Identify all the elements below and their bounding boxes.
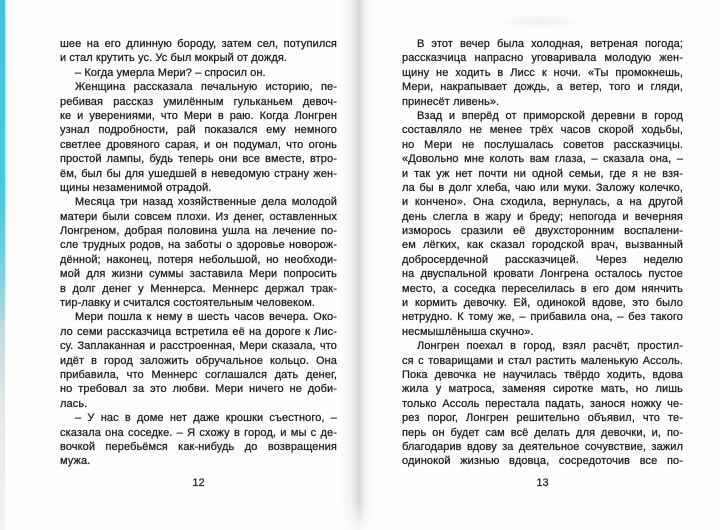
text-line: в долг денег у Меннерса. Меннерс держал трак-	[60, 282, 337, 295]
text-line: В этот вечер была холодная, ветреная погода;	[417, 38, 683, 50]
text-line: вочкой перебьёмся как-нибудь до возвращения	[60, 440, 337, 453]
text-line: матери были совсем плохи. Из денег, оставленных	[60, 210, 337, 223]
page-gutter-shadow	[340, 0, 376, 530]
text-line: добросердечной рассказчицей. Через неделю	[402, 253, 683, 266]
text-line: ем лёгких, как сказал городской врач, вызванный	[402, 239, 683, 252]
text-line: ке и уверениями, что Мери в раю. Когда Лонгрен	[60, 109, 337, 122]
text-line: день слегла в жару и бреду; непогода и вечерняя	[402, 210, 683, 223]
text-line: и стал крутить ус. Ус был мокрый от дождя.	[60, 52, 288, 65]
text-line: су. Заплаканная и расстроенная, Мери сказала, что	[60, 340, 337, 353]
text-line: на двуспальной кровати Лонгрена осталось пустое	[402, 268, 683, 281]
text-line: но требовал за это любви. Мери ничего не доби-	[60, 383, 337, 396]
text-line: – Когда умерла Мери? – спросил он.	[75, 66, 266, 79]
text-line: и кормить девочку. Ей, одинокой вдове, это было	[402, 297, 683, 310]
text-line: сказала она соседке. – Я схожу в город, и мы с де-	[60, 426, 337, 439]
text-line: ём, был бы для ушедшей в неведомую страну жен-	[60, 167, 337, 180]
text-line: Лонгреном, добрая половина ушла на лечение по-	[60, 225, 337, 238]
text-line: рез порог, Лонгрен решительно объявил, что те-	[402, 412, 683, 425]
text-line: составляло не менее трёх часов скорой ходьбы,	[402, 124, 683, 137]
text-line: – У нас в доме нет даже крошки съестного, –	[75, 412, 337, 425]
text-line: щину не ходить в Лисс к ночи. «Ты промокнешь,	[402, 66, 683, 79]
text-line: тир-лавку и считался состоятельным человеком.	[60, 297, 316, 310]
text-line: дённой; наконец, потеря небольшой, но необходи-	[60, 253, 337, 266]
text-line: мужа.	[60, 455, 91, 468]
text-line: ся с товарищами и стал растить маленькую Ассоль.	[402, 354, 683, 367]
text-line: благодарив вдову за деятельное сочувствие, зажил	[402, 440, 683, 453]
text-line: Женщина рассказала печальную историю, пе-	[75, 81, 337, 94]
text-line: щины незаменимой отрадой.	[60, 181, 212, 194]
text-line: узнал подробности, рай показался ему немного	[60, 124, 337, 137]
text-line: изморось сразили её двухсторонним воспалени-	[402, 225, 683, 238]
text-line: Месяца три назад хозяйственные дела молодой	[75, 196, 337, 209]
text-line: нетрудно. К тому же, – прибавила она, – без такого	[402, 311, 683, 324]
text-line: прибавила, что Меннерс соглашался дать денег,	[60, 368, 337, 381]
text-line: лась.	[60, 397, 88, 410]
text-line: место, а соседка переселилась в его дом нянчить	[402, 282, 683, 295]
text-line: Лонгрен поехал в город, взял расчёт, простил-	[417, 340, 683, 353]
text-line: и так уж нет почти ни одной семьи, где я не взя-	[402, 167, 683, 180]
text-line: только Ассоль перестала падать, занося ножку че-	[402, 397, 683, 410]
text-line: идёт в город заложить обручальное кольцо. Она	[60, 354, 337, 367]
text-line: жила у матроса, заменяя сиротке мать, но лишь	[402, 383, 683, 396]
text-line: несмышлёныша скучно».	[402, 325, 534, 338]
text-line: рассказчица напрасно уговаривала молодую жен-	[402, 52, 683, 65]
text-line: светлее дровяного сарая, и он подумал, что огонь	[60, 138, 337, 151]
text-line: и кончено». Она сходила, вернулась, а на другой	[402, 196, 683, 209]
text-line: принесёт ливень».	[402, 95, 500, 108]
text-line: Пока девочка не научилась твёрдо ходить, вдова	[402, 368, 683, 381]
page-right-text	[402, 37, 683, 469]
text-line: но Мери не послушалась советов рассказчицы.	[402, 138, 683, 151]
text-line: ребивая рассказ умилённым гульканьем девоч-	[60, 95, 337, 108]
text-line: Мери, накрапывает дождь, а ветер, того и гляди,	[402, 81, 683, 94]
text-line: ло семи рассказчица встретила её на дороге к Лис-	[60, 325, 337, 338]
page-number-right: 13	[536, 477, 549, 489]
page-left-text	[60, 37, 337, 469]
text-line: мой для жизни суммы заставила Мери попросить	[60, 268, 337, 281]
photo-smudge	[495, 14, 585, 30]
text-line: Взад и вперёд от приморской деревни в город	[417, 109, 683, 122]
page-number-left: 12	[192, 477, 205, 489]
text-line: сле трудных родов, на заботы о здоровье новорож-	[60, 239, 337, 252]
text-line: перь он будет сам всё делать для девочки, и, по-	[402, 426, 683, 439]
text-line: одинокой жизнью вдовца, сосредоточив все по-	[402, 455, 683, 468]
text-line: шее на его длинную бороду, затем сел, потупился	[60, 38, 337, 50]
text-line: «Довольно мне колоть вам глаза, – сказала она, –	[402, 153, 683, 166]
text-line: простой лампы, будь теперь они все вместе, втро-	[60, 153, 337, 166]
text-line: ла бы в долг хлеба, чаю или муки. Заложу колечко,	[402, 181, 683, 194]
book-cover-edge	[0, 0, 5, 530]
text-line: Мери пошла к нему в шесть часов вечера. Око-	[75, 311, 337, 324]
